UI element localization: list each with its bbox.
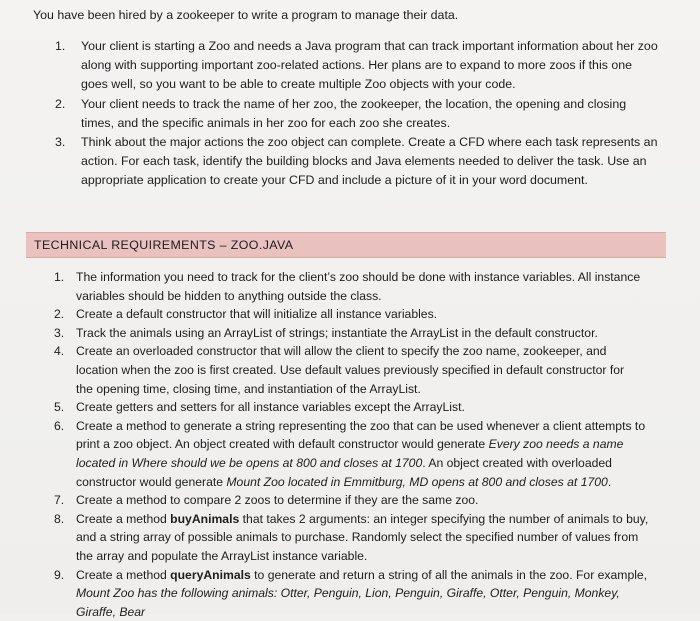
- section-heading-bar: [26, 232, 666, 258]
- list-number: 2.: [54, 305, 76, 324]
- text-fragment: .: [608, 475, 611, 489]
- list-number: 2.: [55, 95, 81, 133]
- example-output-text: Giraffe, Bear: [76, 605, 145, 619]
- text-line: along with supporting important zoo-related actions. Her plans are to expand to more zoos if this one: [81, 58, 632, 72]
- method-name: queryAnimals: [170, 568, 251, 582]
- text-line: times, and the specific animals in her zoo for each zoo she creates.: [81, 116, 450, 130]
- list-item: [55, 133, 665, 191]
- text-line: Your client needs to track the name of her zoo, the zookeeper, the location, the opening and closing: [81, 97, 626, 111]
- list-number: 3.: [55, 133, 81, 191]
- list-item: [54, 510, 660, 566]
- text-line: Create getters and setters for all instance variables except the ArrayList.: [76, 400, 465, 414]
- list-number: 1.: [55, 37, 81, 95]
- list-text: [81, 133, 665, 191]
- list-item: [54, 491, 660, 510]
- text-line: the array and populate the ArrayList instance variable.: [76, 549, 367, 563]
- list-number: 5.: [54, 398, 76, 417]
- list-text: [76, 398, 660, 417]
- list-item: [54, 268, 660, 305]
- example-output-text: located in Where should we be opens at 800 and closes at 1700: [76, 456, 422, 470]
- list-item: [54, 566, 660, 621]
- text-line: appropriate application to create your CFD and include a picture of it in your word document.: [81, 173, 588, 187]
- task-list: [55, 37, 665, 191]
- text-fragment: Create a method: [76, 512, 170, 526]
- list-item: [55, 37, 665, 95]
- text-fragment: that takes 2 arguments: an integer specifying the number of animals to buy,: [239, 512, 648, 526]
- example-output-text: Every zoo needs a name: [489, 437, 624, 451]
- list-text: [81, 37, 665, 95]
- text-fragment: Create a method: [76, 568, 170, 582]
- list-item: [54, 342, 660, 398]
- section-heading: TECHNICAL REQUIREMENTS – ZOO.JAVA: [34, 238, 293, 252]
- text-line: location when the zoo is first created. Use default values previously specified in default constructor for: [76, 363, 624, 377]
- text-fragment: to generate and return a string of all the animals in the zoo. For example,: [251, 568, 647, 582]
- list-item: [55, 95, 665, 133]
- intro-text: You have been hired by a zookeeper to write a program to manage their data.: [33, 7, 458, 23]
- list-number: 8.: [54, 510, 76, 566]
- list-text: [76, 268, 660, 305]
- list-text: [76, 324, 660, 343]
- list-text: [76, 510, 660, 566]
- list-item: [54, 417, 660, 491]
- text-line: and a string array of possible animals to purchase. Randomly select the specified number of values from: [76, 530, 638, 544]
- list-number: 6.: [54, 417, 76, 491]
- example-output-text: Mount Zoo located in Emmitburg, MD opens at 800 and closes at 1700: [226, 475, 607, 489]
- list-text: [76, 491, 660, 510]
- list-text: [81, 95, 665, 133]
- list-number: 7.: [54, 491, 76, 510]
- text-fragment: print a zoo object. An object created with default constructor would generate: [76, 437, 489, 451]
- list-number: 9.: [54, 566, 76, 621]
- text-line: Create a default constructor that will initialize all instance variables.: [76, 307, 437, 321]
- text-line: Create a method to generate a string representing the zoo that can be used whenever a client attempts to: [76, 419, 645, 433]
- text-line: The information you need to track for the client’s zoo should be done with instance variables. All instance: [76, 270, 640, 284]
- example-output-text: Mount Zoo has the following animals: Otter, Penguin, Lion, Penguin, Giraffe, Otter, Penguin, Monkey,: [76, 586, 620, 600]
- text-line: Create an overloaded constructor that will allow the client to specify the zoo name, zookeeper, and: [76, 344, 606, 358]
- list-text: [76, 417, 660, 491]
- text-fragment: . An object created with overloaded: [422, 456, 612, 470]
- list-text: [76, 566, 660, 621]
- text-line: Create a method to compare 2 zoos to determine if they are the same zoo.: [76, 493, 478, 507]
- text-line: the opening time, closing time, and instantiation of the ArrayList.: [76, 382, 421, 396]
- text-line: action. For each task, identify the building blocks and Java elements needed to deliver the task. Use an: [81, 154, 646, 168]
- text-line: Think about the major actions the zoo object can complete. Create a CFD where each task represents an: [81, 135, 657, 149]
- requirements-list: [54, 268, 660, 621]
- list-item: [54, 305, 660, 324]
- list-item: [54, 398, 660, 417]
- text-line: goes well, so you want to be able to create multiple Zoo objects with your code.: [81, 77, 516, 91]
- list-text: [76, 342, 660, 398]
- list-number: 4.: [54, 342, 76, 398]
- method-name: buyAnimals: [170, 512, 239, 526]
- text-fragment: constructor would generate: [76, 475, 226, 489]
- list-number: 1.: [54, 268, 76, 305]
- list-text: [76, 305, 660, 324]
- text-line: variables should be hidden to anything outside the class.: [76, 289, 382, 303]
- text-line: Your client is starting a Zoo and needs a Java program that can track important information about her zoo: [81, 39, 658, 53]
- list-number: 3.: [54, 324, 76, 343]
- list-item: [54, 324, 660, 343]
- text-line: Track the animals using an ArrayList of strings; instantiate the ArrayList in the default constructor.: [76, 326, 598, 340]
